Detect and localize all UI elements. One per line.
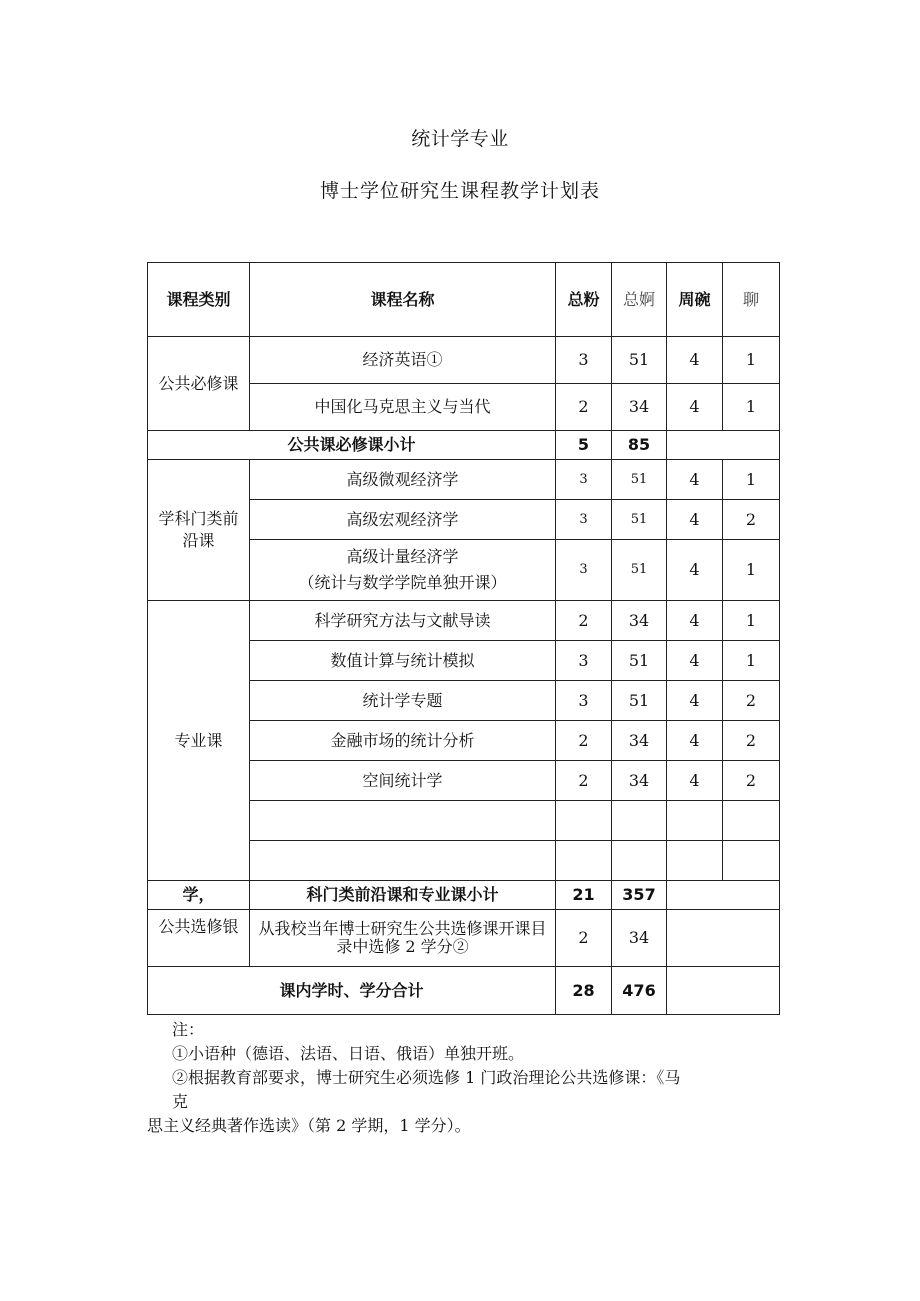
table-row <box>148 910 780 967</box>
subtotal-credits: 21 <box>556 881 612 910</box>
empty-cell <box>612 841 667 881</box>
course-hours: 34 <box>612 384 667 431</box>
course-credits: 2 <box>556 601 612 641</box>
empty-cell <box>250 841 556 881</box>
document-title: 统计学专业 <box>411 128 509 150</box>
course-credits: 2 <box>556 910 612 967</box>
header-term: 聊 <box>723 263 780 337</box>
note-2: ②根据教育部要求，博士研究生必须选修 1 门政治理论公共选修课：《马 <box>172 1068 681 1087</box>
course-weekly: 4 <box>667 384 723 431</box>
category-frontier: 学科门类前沿课 <box>148 460 250 601</box>
course-name: 经济英语① <box>250 337 556 384</box>
course-plan-table <box>147 262 780 1015</box>
course-name: 科学研究方法与文献导读 <box>250 601 556 641</box>
course-weekly: 4 <box>667 681 723 721</box>
empty-cell <box>723 801 780 841</box>
course-credits: 2 <box>556 384 612 431</box>
course-name: 中国化马克思主义与当代 <box>250 384 556 431</box>
total-hours: 476 <box>612 967 667 1015</box>
course-weekly: 4 <box>667 761 723 801</box>
course-hours: 51 <box>612 540 667 601</box>
course-name: 高级宏观经济学 <box>250 500 556 540</box>
course-weekly: 4 <box>667 337 723 384</box>
course-hours: 51 <box>612 337 667 384</box>
empty-cell <box>667 801 723 841</box>
course-name-cell <box>250 540 556 601</box>
category-public-required: 公共必修课 <box>148 337 250 431</box>
header-category: 课程类别 <box>148 263 250 337</box>
course-name: 高级计量经济学 <box>346 547 459 567</box>
header-row <box>148 263 780 337</box>
course-credits: 3 <box>556 337 612 384</box>
course-credits: 3 <box>556 500 612 540</box>
course-term: 2 <box>723 500 780 540</box>
subtotal-hours: 357 <box>612 881 667 910</box>
course-hours: 34 <box>612 761 667 801</box>
empty-cell <box>667 841 723 881</box>
empty-cell <box>250 801 556 841</box>
empty-cell <box>556 841 612 881</box>
course-credits: 2 <box>556 721 612 761</box>
course-name: 高级微观经济学 <box>250 460 556 500</box>
course-credits: 3 <box>556 681 612 721</box>
course-weekly: 4 <box>667 460 723 500</box>
subtotal-label: 公共课必修课小计 <box>148 431 556 460</box>
table-row <box>148 460 780 500</box>
header-credits: 总粉 <box>556 263 612 337</box>
notes-head: 注： <box>172 1020 205 1039</box>
subtotal-credits: 5 <box>556 431 612 460</box>
course-hours: 34 <box>612 910 667 967</box>
course-hours: 51 <box>612 500 667 540</box>
course-credits: 3 <box>556 540 612 601</box>
course-hours: 51 <box>612 460 667 500</box>
total-row <box>148 967 780 1015</box>
table-row <box>148 601 780 641</box>
subtotal-row <box>148 881 780 910</box>
course-hours: 34 <box>612 601 667 641</box>
document-subtitle: 博士学位研究生课程教学计划表 <box>319 180 600 202</box>
empty-cell <box>667 967 780 1015</box>
course-name: 统计学专题 <box>250 681 556 721</box>
course-hours: 51 <box>612 681 667 721</box>
course-weekly: 4 <box>667 540 723 601</box>
course-name: 金融市场的统计分析 <box>250 721 556 761</box>
header-hours: 总婀 <box>612 263 667 337</box>
course-term: 2 <box>723 721 780 761</box>
course-credits: 3 <box>556 460 612 500</box>
subtotal-label-left: 学， <box>148 881 250 910</box>
notes <box>147 1018 787 1138</box>
total-label: 课内学时、学分合计 <box>148 967 556 1015</box>
course-term: 1 <box>723 601 780 641</box>
course-hours: 34 <box>612 721 667 761</box>
subtotal-row <box>148 431 780 460</box>
category-major: 专业课 <box>148 601 250 881</box>
note-2-cont: 克 <box>172 1092 189 1111</box>
course-weekly: 4 <box>667 601 723 641</box>
subtotal-label: 科门类前沿课和专业课小计 <box>250 881 556 910</box>
course-credits: 3 <box>556 641 612 681</box>
empty-cell <box>667 881 780 910</box>
table-row <box>148 337 780 384</box>
note-2-end: 思主义经典著作选读》（第 2 学期，1 学分）。 <box>147 1116 471 1135</box>
empty-cell <box>667 910 780 967</box>
course-name: 从我校当年博士研究生公共选修课开课目录中选修 2 学分② <box>250 910 556 967</box>
course-weekly: 4 <box>667 721 723 761</box>
course-weekly: 4 <box>667 500 723 540</box>
course-term: 2 <box>723 761 780 801</box>
course-credits: 2 <box>556 761 612 801</box>
course-term: 1 <box>723 460 780 500</box>
header-name: 课程名称 <box>250 263 556 337</box>
empty-cell <box>556 801 612 841</box>
empty-cell <box>612 801 667 841</box>
course-name: 空间统计学 <box>250 761 556 801</box>
note-1: ①小语种（德语、法语、日语、俄语）单独开班。 <box>172 1044 525 1063</box>
course-term: 2 <box>723 681 780 721</box>
course-name: 数值计算与统计模拟 <box>250 641 556 681</box>
course-term: 1 <box>723 641 780 681</box>
total-credits: 28 <box>556 967 612 1015</box>
header-weekly: 周碗 <box>667 263 723 337</box>
course-term: 1 <box>723 540 780 601</box>
course-hours: 51 <box>612 641 667 681</box>
empty-cell <box>723 841 780 881</box>
course-term: 1 <box>723 337 780 384</box>
category-public-elective: 公共选修银 <box>148 910 250 967</box>
empty-cell <box>667 431 780 460</box>
course-note: （统计与数学学院单独开课） <box>298 573 507 592</box>
course-weekly: 4 <box>667 641 723 681</box>
subtotal-hours: 85 <box>612 431 667 460</box>
course-term: 1 <box>723 384 780 431</box>
